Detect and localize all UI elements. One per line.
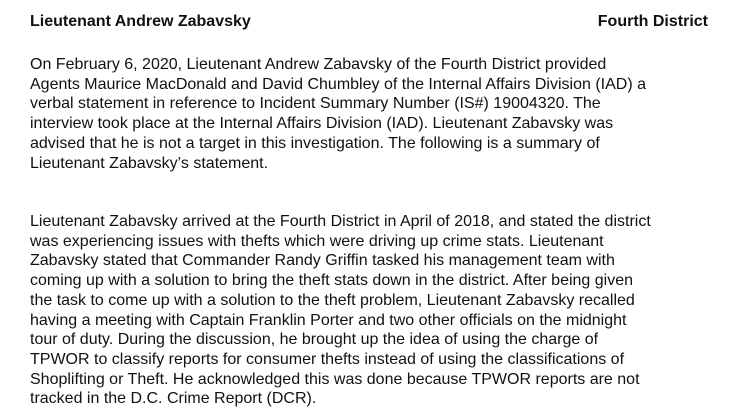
text-line: verbal statement in reference to Incident Summary Number (IS#) 19004320. The [30, 95, 601, 113]
text-line: On February 6, 2020, Lieutenant Andrew Zabavsky of the Fourth District provided [30, 56, 607, 73]
text-line: Shoplifting or Theft. He acknowledged this was done because TPWOR reports are not [30, 370, 640, 388]
text-line: Lieutenant Zabavsky arrived at the Fourth District in April of 2018, and stated the district [30, 213, 651, 230]
text-line: was experiencing issues with thefts which were driving up crime stats. Lieutenant [30, 232, 604, 250]
text-line: Zabavsky stated that Commander Randy Griffin tasked his management team with [30, 252, 615, 270]
text-line: the task to come up with a solution to the theft problem, Lieutenant Zabavsky recalled [30, 291, 635, 309]
text-line: Agents Maurice MacDonald and David Chumbley of the Internal Affairs Division (IAD) a [30, 75, 646, 93]
text-line: coming up with a solution to bring the theft stats down in the district. After being given [30, 272, 634, 290]
text-line: Lieutenant Zabavsky’s statement. [30, 154, 269, 172]
subject-name: Lieutenant Andrew Zabavsky [30, 13, 251, 30]
statement-intro-paragraph [30, 55, 718, 173]
text-line: interview took place at the Internal Affairs Division (IAD). Lieutenant Zabavsky was [30, 115, 614, 133]
text-line: TPWOR to classify reports for consumer thefts instead of using the classifications of [30, 350, 625, 368]
text-line: tracked in the D.C. Crime Report (DCR). [30, 390, 317, 408]
text-line: having a meeting with Captain Franklin Porter and two other officials on the midnight [30, 311, 627, 329]
district-name: Fourth District [597, 13, 708, 30]
document-header [30, 12, 708, 32]
text-line: tour of duty. During the discussion, he brought up the idea of using the charge of [30, 331, 599, 349]
statement-body-paragraph [30, 212, 718, 409]
text-line: advised that he is not a target in this investigation. The following is a summary of [30, 134, 600, 152]
